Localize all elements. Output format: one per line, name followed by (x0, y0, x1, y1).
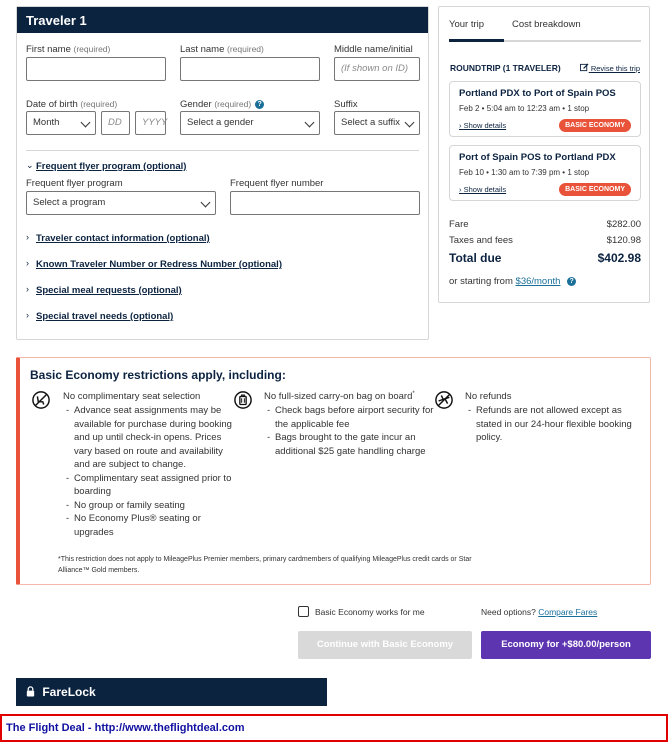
chevron-down-icon (201, 198, 211, 208)
chevron-right-icon: › (26, 310, 29, 320)
fare-value: $282.00 (606, 219, 641, 230)
show-details-link[interactable]: › Show details (459, 121, 507, 130)
middle-name-input[interactable]: (If shown on ID) (334, 57, 420, 81)
ffp-label: Frequent flyer program (26, 178, 123, 189)
ffn-input[interactable] (230, 191, 420, 215)
suffix-select[interactable] (334, 111, 420, 135)
basic-economy-badge: BASIC ECONOMY (559, 119, 631, 132)
special-meal-link[interactable]: Special meal requests (optional) (36, 285, 182, 296)
fare-label: Fare (449, 219, 469, 230)
flight-detail: Feb 10 • 1:30 am to 7:39 pm • 1 stop (459, 168, 590, 177)
basic-economy-checkbox[interactable] (298, 606, 309, 617)
basic-economy-badge: BASIC ECONOMY (559, 183, 631, 196)
traveler-header: Traveler 1 (17, 7, 428, 33)
lock-icon (25, 686, 36, 697)
no-carry-on-icon (234, 391, 252, 409)
tab-active-indicator (449, 39, 504, 42)
watermark-banner: The Flight Deal - http://www.theflightdeal.com (0, 714, 668, 742)
total-label: Total due (449, 251, 502, 265)
dob-month-select[interactable] (26, 111, 96, 135)
gender-label: Gender (required) ? (180, 99, 264, 110)
dob-label: Date of birth (required) (26, 99, 118, 110)
chevron-right-icon: › (26, 284, 29, 294)
ffn-label: Frequent flyer number (230, 178, 324, 189)
basic-economy-restrictions (16, 357, 651, 585)
edit-icon (580, 63, 589, 72)
revise-trip-link[interactable] (580, 63, 640, 73)
continue-basic-economy-button[interactable]: Continue with Basic Economy (298, 631, 472, 659)
restriction-list (468, 404, 640, 445)
farelock-title: FareLock (42, 685, 96, 699)
restriction-list (66, 404, 238, 539)
gender-value: Select a gender (187, 117, 254, 128)
trip-summary-card (438, 6, 650, 303)
compare-fares-link[interactable]: Compare Fares (538, 607, 598, 617)
total-value: $402.98 (597, 251, 641, 265)
first-name-input[interactable] (26, 57, 166, 81)
flight-detail: Feb 2 • 5:04 am to 12:23 am • 1 stop (459, 104, 590, 113)
known-traveler-link[interactable]: Known Traveler Number or Redress Number (optional) (36, 259, 282, 270)
fare-row (449, 219, 641, 230)
middle-name-label: Middle name/initial (334, 44, 413, 55)
show-details-label: Show details (463, 121, 507, 130)
chevron-down-icon: ⌄ (26, 160, 34, 170)
chevron-down-icon (81, 118, 91, 128)
tab-your-trip[interactable]: Your trip (449, 19, 485, 30)
tab-cost-breakdown[interactable]: Cost breakdown (512, 19, 581, 30)
chevron-right-icon: › (26, 232, 29, 242)
basic-economy-checkbox-label[interactable]: Basic Economy works for me (315, 607, 425, 617)
list-item: - No group or family seating (66, 499, 238, 513)
economy-upgrade-button[interactable]: Economy for +$80.00/person (481, 631, 651, 659)
monthly-payment-link[interactable]: $36/month (515, 276, 561, 287)
chevron-right-icon: › (26, 258, 29, 268)
frequent-flyer-toggle[interactable]: Frequent flyer program (optional) (36, 161, 187, 172)
list-item: - Refunds are not allowed except as stated in our 24-hour flexible booking policy. (468, 404, 640, 445)
list-item: - No Economy Plus® seating or upgrades (66, 512, 238, 539)
starting-prefix: or starting from (449, 276, 513, 287)
need-options (481, 607, 597, 617)
traveler-contact-link[interactable]: Traveler contact information (optional) (36, 233, 210, 244)
total-row (449, 251, 641, 265)
first-name-label: First name (required) (26, 44, 111, 55)
flight-route: Port of Spain POS to Portland PDX (459, 152, 616, 163)
restriction-heading: No complimentary seat selection (63, 391, 201, 402)
chevron-down-icon (405, 118, 415, 128)
show-details-link[interactable]: › Show details (459, 185, 507, 194)
chevron-down-icon (305, 118, 315, 128)
info-icon[interactable]: ? (567, 277, 576, 286)
show-details-label: Show details (463, 185, 507, 194)
flight-card-outbound (449, 81, 641, 137)
ffp-value: Select a program (33, 197, 106, 208)
revise-trip-label: Revise this trip (590, 64, 640, 73)
restriction-list (267, 404, 439, 458)
restriction-footnote: *This restriction does not apply to MileagePlus Premier members, primary cardmembers of qualifying MileagePlus credit cards or Star Alliance™ Gold members. (58, 556, 472, 574)
last-name-input[interactable] (180, 57, 320, 81)
flight-card-return (449, 145, 641, 201)
restriction-heading: No full-sized carry-on bag on board* (264, 391, 415, 403)
taxes-row (449, 235, 641, 246)
list-item: - Complimentary seat assigned prior to boarding (66, 472, 238, 499)
no-refund-icon (435, 391, 453, 409)
taxes-value: $120.98 (606, 235, 641, 246)
suffix-value: Select a suffix (341, 117, 400, 128)
restriction-heading: No refunds (465, 391, 512, 402)
gender-select[interactable] (180, 111, 320, 135)
roundtrip-label: ROUNDTRIP (1 TRAVELER) (450, 63, 561, 73)
divider (26, 150, 419, 151)
list-item: - Advance seat assignments may be available for purchase during booking and up until check-in opens. Prices vary based on route and availability and are subject to change. (66, 404, 238, 472)
special-travel-needs-link[interactable]: Special travel needs (optional) (36, 311, 174, 322)
info-icon[interactable]: ? (255, 100, 264, 109)
taxes-label: Taxes and fees (449, 235, 513, 246)
ffp-select[interactable] (26, 191, 216, 215)
suffix-label: Suffix (334, 99, 358, 110)
monthly-payment (449, 276, 576, 287)
last-name-label: Last name (required) (180, 44, 264, 55)
farelock-header (16, 678, 327, 706)
dob-day-input[interactable]: DD (101, 111, 130, 135)
list-item: - Check bags before airport security for the applicable fee (267, 404, 439, 431)
traveler-form-card (16, 6, 429, 340)
flight-route: Portland PDX to Port of Spain POS (459, 88, 616, 99)
dob-year-input[interactable]: YYYY (135, 111, 166, 135)
list-item: - Bags brought to the gate incur an additional $25 gate handling charge (267, 431, 439, 458)
restrictions-title: Basic Economy restrictions apply, including: (30, 368, 286, 382)
need-options-label: Need options? (481, 607, 536, 617)
dob-month-value: Month (33, 117, 60, 128)
no-seat-icon (32, 391, 50, 409)
